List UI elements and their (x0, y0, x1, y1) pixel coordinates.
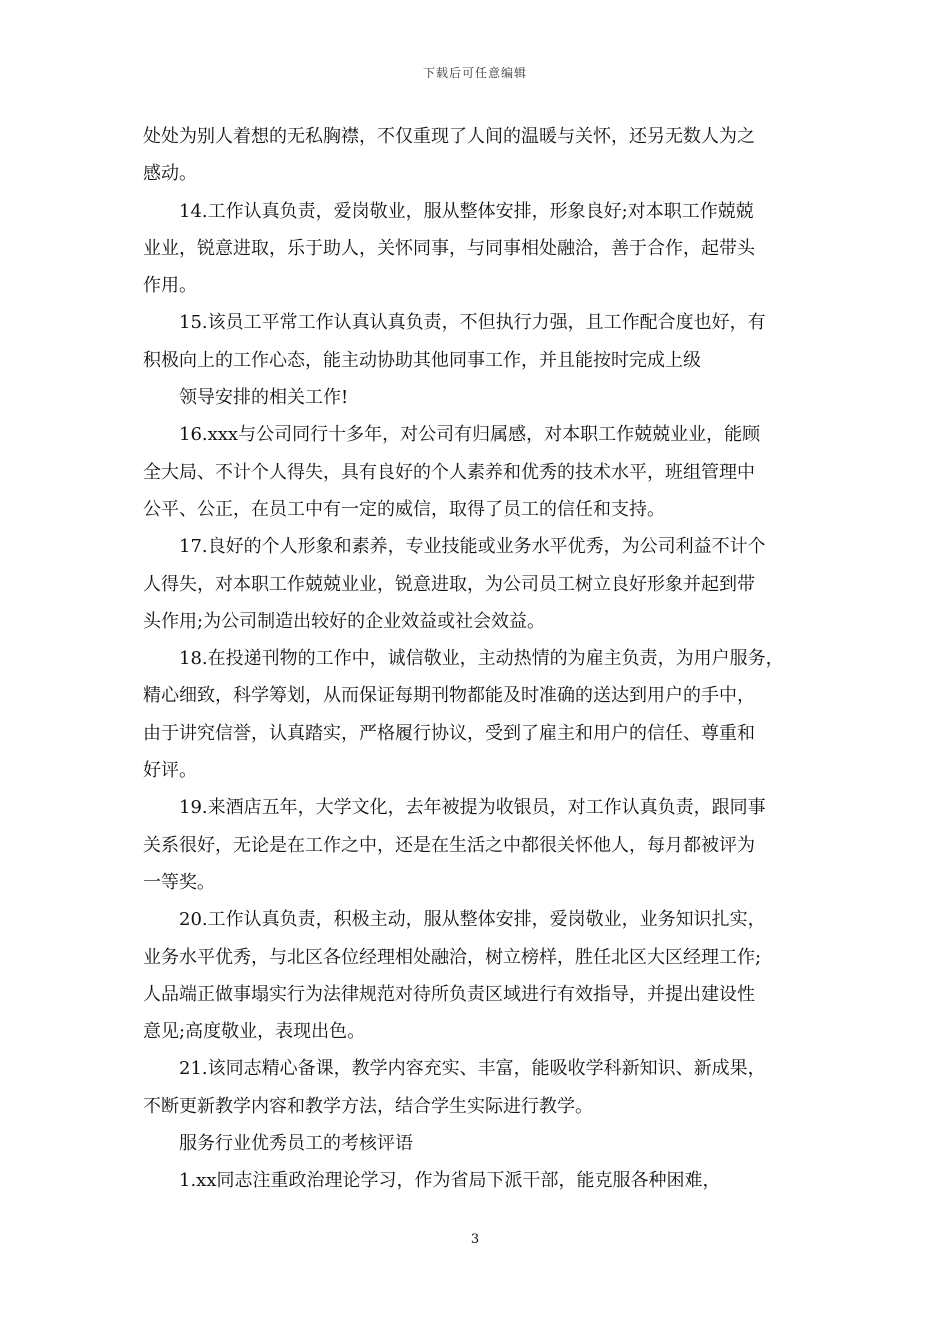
text-line: 不断更新教学内容和教学方法，结合学生实际进行教学。 (143, 1095, 593, 1117)
text-line: 18.在投递刊物的工作中，诚信敬业，主动热情的为雇主负责，为用户服务， (179, 648, 784, 670)
text-line: 业业，锐意进取，乐于助人，关怀同事，与同事相处融洽，善于合作，起带头 (143, 237, 755, 259)
text-line: 19.来酒店五年，大学文化，去年被提为收银员，对工作认真负责，跟同事 (179, 797, 766, 819)
text-line: 21.该同志精心备课，教学内容充实、丰富，能吸收学科新知识、新成果， (179, 1058, 766, 1080)
text-line: 领导安排的相关工作! (179, 387, 349, 409)
text-line: 由于讲究信誉，认真踏实，严格履行协议，受到了雇主和用户的信任、尊重和 (143, 722, 755, 744)
text-line: 精心细致，科学筹划，从而保证每期刊物都能及时准确的送达到用户的手中， (143, 685, 755, 707)
document-body (143, 118, 815, 1200)
text-line: 15.该员工平常工作认真认真负责，不但执行力强，且工作配合度也好，有 (179, 312, 766, 334)
text-line: 关系很好，无论是在工作之中，还是在生活之中都很关怀他人，每月都被评为 (143, 834, 755, 856)
text-line: 积极向上的工作心态，能主动协助其他同事工作，并且能按时完成上级 (143, 349, 701, 371)
text-line: 感动。 (143, 163, 197, 185)
text-line: 作用。 (143, 275, 197, 297)
text-line: 人品端正做事塌实行为法律规范对待所负责区域进行有效指导，并提出建设性 (143, 983, 755, 1005)
text-line: 14.工作认真负责，爱岗敬业，服从整体安排，形象良好;对本职工作兢兢 (179, 200, 754, 222)
text-line: 头作用;为公司制造出较好的企业效益或社会效益。 (143, 610, 546, 632)
text-line: 好评。 (143, 760, 197, 782)
section-heading: 服务行业优秀员工的考核评语 (179, 1133, 413, 1155)
text-line: 处处为别人着想的无私胸襟，不仅重现了人间的温暖与关怀，还另无数人为之 (143, 126, 755, 147)
text-line: 17.良好的个人形象和素养，专业技能或业务水平优秀，为公司利益不计个 (179, 536, 766, 558)
text-line: 业务水平优秀，与北区各位经理相处融洽，树立榜样，胜任北区大区经理工作; (143, 946, 762, 968)
text-line: 一等奖。 (143, 871, 215, 893)
text-line: 公平、公正，在员工中有一定的威信，取得了员工的信任和支持。 (143, 498, 665, 520)
page-header: 下载后可任意编辑 (422, 66, 527, 80)
text-line: 20.工作认真负责，积极主动，服从整体安排，爱岗敬业，业务知识扎实， (179, 909, 766, 931)
text-line: 意见;高度敬业，表现出色。 (143, 1021, 366, 1043)
text-line: 1.xx同志注重政治理论学习，作为省局下派干部，能克服各种困难， (179, 1170, 721, 1192)
page-number: 3 (470, 1232, 480, 1247)
text-line: 人得失，对本职工作兢兢业业，锐意进取，为公司员工树立良好形象并起到带 (143, 573, 755, 595)
text-line: 16.xxx与公司同行十多年，对公司有归属感，对本职工作兢兢业业，能顾 (179, 424, 761, 446)
text-line: 全大局、不计个人得失，具有良好的个人素养和优秀的技术水平，班组管理中 (143, 461, 755, 483)
